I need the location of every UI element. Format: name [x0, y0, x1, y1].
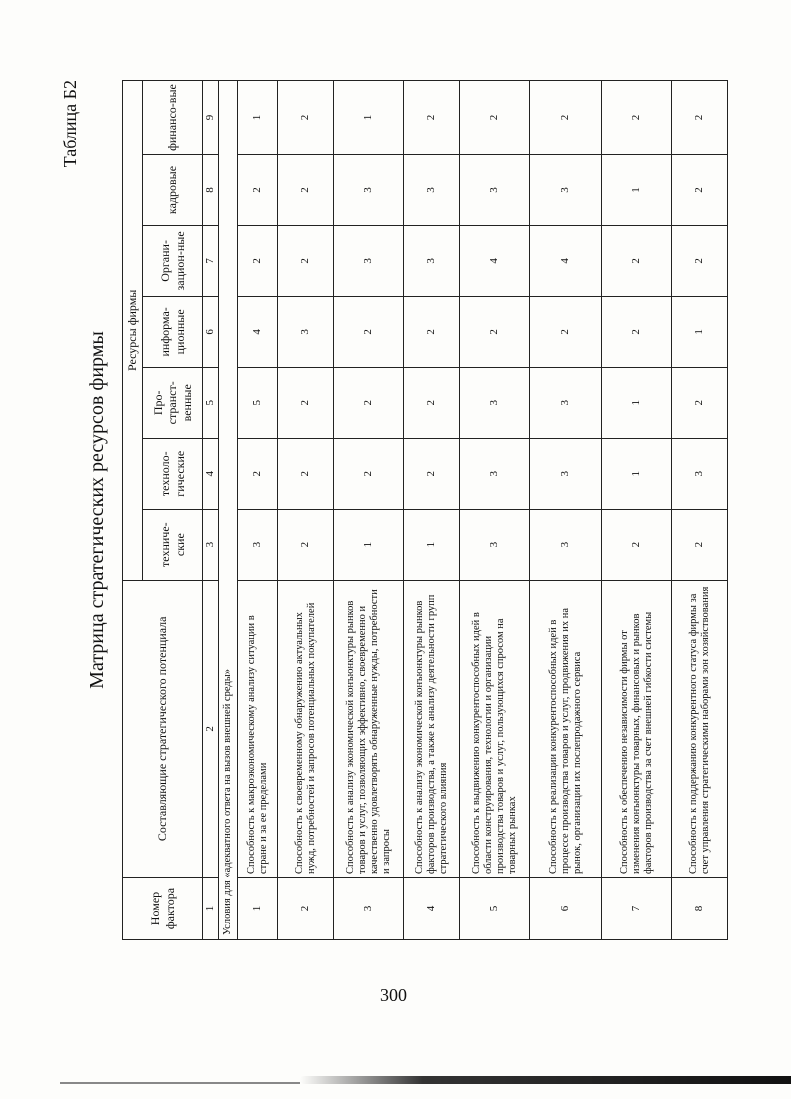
value-cell: 1 — [404, 509, 460, 580]
col-num: 7 — [203, 225, 219, 296]
table-row — [238, 81, 278, 940]
value-cell: 2 — [278, 225, 334, 296]
value-cell: 3 — [404, 155, 460, 226]
value-cell: 2 — [278, 438, 334, 509]
value-cell: 2 — [602, 509, 672, 580]
value-cell: 3 — [334, 225, 404, 296]
table-title: Матрица стратегических ресурсов фирмы — [86, 331, 108, 689]
value-cell: 2 — [278, 155, 334, 226]
col-num: 5 — [203, 367, 219, 438]
factor-description: Способность к поддержанию конкурентного статуса фирмы за счет управления стратегическими наборами зон хозяйствования — [672, 580, 728, 877]
footer-scan-edge — [300, 1076, 791, 1084]
header-col-informational: информа-ционные — [143, 296, 203, 367]
factor-description: Способность к анализу экономической конъюнктуры рынков факторов производства, а также к анализу деятельности групп стратегического влияния — [404, 580, 460, 877]
value-cell: 1 — [602, 155, 672, 226]
value-cell: 2 — [334, 296, 404, 367]
value-cell: 2 — [238, 438, 278, 509]
value-cell: 2 — [602, 296, 672, 367]
table-row — [278, 81, 334, 940]
value-cell: 4 — [460, 225, 530, 296]
value-cell: 2 — [404, 367, 460, 438]
page-number: 300 — [380, 985, 407, 1005]
header-col-financial: финансо-вые — [143, 81, 203, 155]
factor-description: Способность к обеспечению независимости фирмы от изменения конъюнктуры товарных, финансовых и рынков факторов производства за счет внешней гибкости системы — [602, 580, 672, 877]
table-label: Таблица Б2 — [60, 80, 80, 168]
table-row — [404, 81, 460, 940]
value-cell: 1 — [238, 81, 278, 155]
col-num: 8 — [203, 155, 219, 226]
col-num: 6 — [203, 296, 219, 367]
factor-number: 1 — [238, 878, 278, 940]
rotated-page-content — [60, 80, 720, 940]
table-row — [672, 81, 728, 940]
value-cell: 2 — [460, 81, 530, 155]
value-cell: 4 — [530, 225, 602, 296]
factor-description: Способность к своевременному обнаружению актуальных нужд, потребностей и запросов потенциальных покупателей — [278, 580, 334, 877]
col-num: 9 — [203, 81, 219, 155]
header-col-organizational: Органи-зацион-ные — [143, 225, 203, 296]
value-cell: 3 — [530, 367, 602, 438]
column-number-row — [203, 81, 219, 940]
header-factor-no: Номер фактора — [123, 878, 203, 940]
value-cell: 2 — [672, 509, 728, 580]
col-num: 1 — [203, 878, 219, 940]
value-cell: 3 — [238, 509, 278, 580]
value-cell: 2 — [602, 225, 672, 296]
section-row — [218, 81, 237, 940]
factor-description: Способность к выдвижению конкурентоспособных идей в области конструирования, технологии и организации производства товаров и услуг, пользующихся спросом на товарных рынках — [460, 580, 530, 877]
value-cell: 2 — [278, 509, 334, 580]
header-col-spatial: Про-странст-венные — [143, 367, 203, 438]
section-label: Условия для «адекватного ответа на вызов внешней среды» — [218, 81, 237, 940]
col-num: 3 — [203, 509, 219, 580]
factor-number: 3 — [334, 878, 404, 940]
value-cell: 3 — [672, 438, 728, 509]
value-cell: 2 — [530, 81, 602, 155]
factor-number: 8 — [672, 878, 728, 940]
value-cell: 2 — [404, 296, 460, 367]
value-cell: 2 — [530, 296, 602, 367]
value-cell: 2 — [672, 81, 728, 155]
value-cell: 2 — [238, 225, 278, 296]
value-cell: 3 — [530, 509, 602, 580]
value-cell: 3 — [460, 367, 530, 438]
value-cell: 2 — [672, 367, 728, 438]
value-cell: 2 — [334, 438, 404, 509]
value-cell: 1 — [334, 81, 404, 155]
value-cell: 4 — [238, 296, 278, 367]
factor-number: 5 — [460, 878, 530, 940]
header-col-personnel: кадровые — [143, 155, 203, 226]
value-cell: 2 — [278, 81, 334, 155]
col-num: 2 — [203, 580, 219, 877]
factor-description: Способность к анализу экономической конъюнктуры рынков товаров и услуг, позволяющих эффективно, своевременно и качественно удовлетворять обнаруженные нужды, потребности и запросы — [334, 580, 404, 877]
value-cell: 3 — [460, 438, 530, 509]
value-cell: 2 — [672, 155, 728, 226]
value-cell: 2 — [238, 155, 278, 226]
value-cell: 3 — [278, 296, 334, 367]
table-row — [460, 81, 530, 940]
header-components: Составляющие стратегического потенциала — [123, 580, 203, 877]
header-resources: Ресурсы фирмы — [123, 81, 143, 581]
value-cell: 3 — [460, 155, 530, 226]
col-num: 4 — [203, 438, 219, 509]
factor-description: Способность к реализации конкурентоспособных идей в процессе производства товаров и услуг, продвижения их на рынок, организации их послепродажного сервиса — [530, 580, 602, 877]
value-cell: 2 — [334, 367, 404, 438]
factor-number: 4 — [404, 878, 460, 940]
value-cell: 2 — [404, 81, 460, 155]
value-cell: 3 — [404, 225, 460, 296]
table-row — [334, 81, 404, 940]
value-cell: 3 — [460, 509, 530, 580]
table-row — [602, 81, 672, 940]
footer-scan-line — [60, 1082, 300, 1084]
value-cell: 2 — [404, 438, 460, 509]
value-cell: 3 — [530, 438, 602, 509]
factor-number: 7 — [602, 878, 672, 940]
value-cell: 3 — [530, 155, 602, 226]
header-col-technical: техниче-ские — [143, 509, 203, 580]
resource-matrix-table — [122, 80, 728, 940]
header-col-technological: техноло-гические — [143, 438, 203, 509]
factor-number: 2 — [278, 878, 334, 940]
table-row — [530, 81, 602, 940]
value-cell: 1 — [672, 296, 728, 367]
factor-number: 6 — [530, 878, 602, 940]
value-cell: 2 — [460, 296, 530, 367]
value-cell: 1 — [602, 367, 672, 438]
value-cell: 2 — [602, 81, 672, 155]
value-cell: 2 — [672, 225, 728, 296]
value-cell: 2 — [278, 367, 334, 438]
value-cell: 1 — [602, 438, 672, 509]
value-cell: 5 — [238, 367, 278, 438]
value-cell: 1 — [334, 509, 404, 580]
value-cell: 3 — [334, 155, 404, 226]
factor-description: Способность к макроэкономическому анализу ситуации в стране и за ее пределами — [238, 580, 278, 877]
